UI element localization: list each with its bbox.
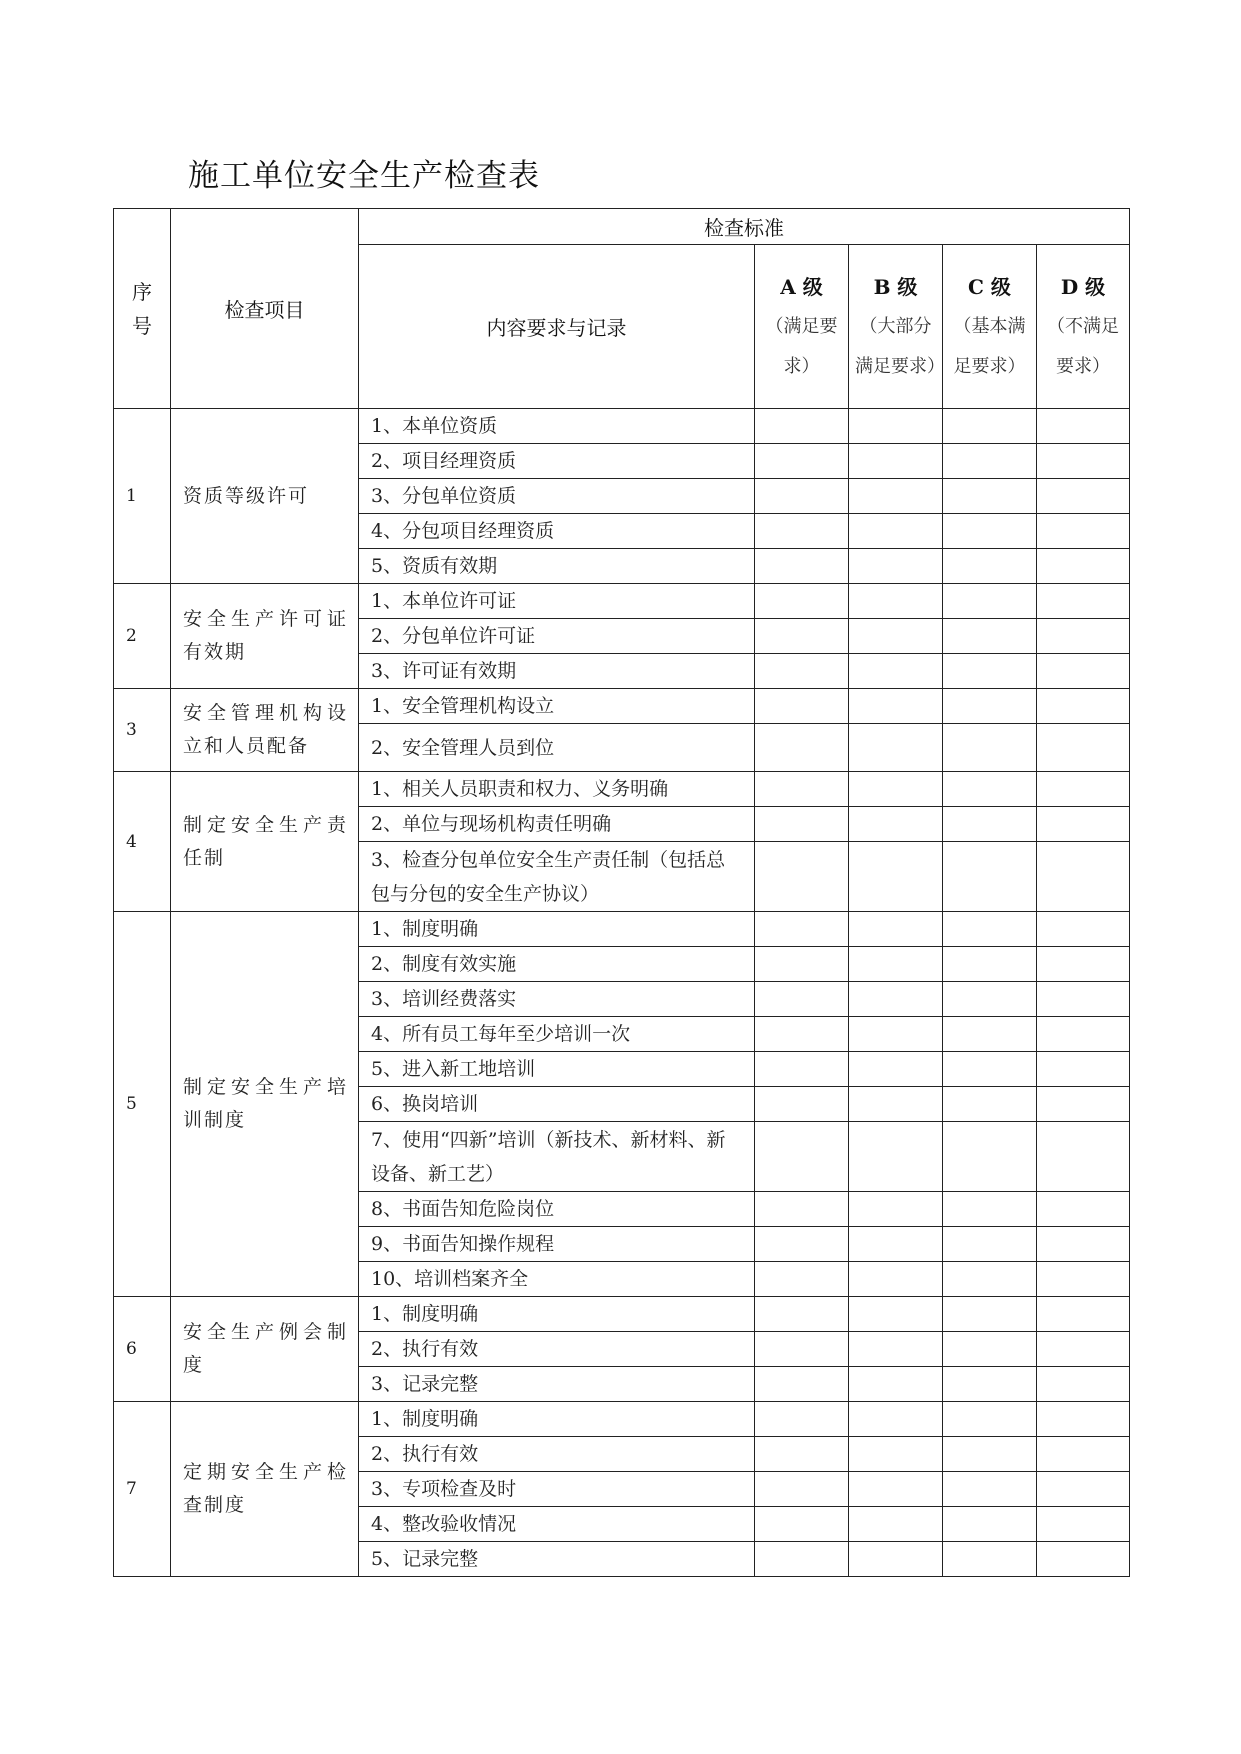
page-title: 施工单位安全生产检查表	[188, 158, 540, 194]
grade-d-cell[interactable]	[1037, 1017, 1130, 1052]
requirement-text: 4、分包项目经理资质	[359, 514, 755, 549]
grade-level: C 级	[968, 274, 1011, 299]
requirement-text: 4、所有员工每年至少培训一次	[359, 1017, 755, 1052]
requirement-text: 2、执行有效	[359, 1437, 755, 1472]
grade-d-cell[interactable]	[1037, 1542, 1130, 1577]
grade-b-cell[interactable]	[849, 982, 943, 1017]
grade-d-cell[interactable]	[1037, 1087, 1130, 1122]
grade-b-cell[interactable]	[849, 842, 943, 912]
row-seq-number: 5	[114, 912, 171, 1297]
grade-d-cell[interactable]	[1037, 724, 1130, 772]
requirement-text: 8、书面告知危险岗位	[359, 1192, 755, 1227]
grade-a-cell[interactable]	[755, 1437, 849, 1472]
requirement-text: 5、进入新工地培训	[359, 1052, 755, 1087]
grade-c-cell[interactable]	[943, 772, 1037, 807]
grade-d-cell[interactable]	[1037, 1122, 1130, 1192]
grade-c-cell[interactable]	[943, 1192, 1037, 1227]
table-row	[114, 772, 1130, 807]
requirement-text: 4、整改验收情况	[359, 1507, 755, 1542]
grade-a-cell[interactable]	[755, 619, 849, 654]
header-grade-a	[755, 245, 849, 409]
grade-b-cell[interactable]	[849, 444, 943, 479]
grade-c-cell[interactable]	[943, 479, 1037, 514]
grade-b-cell[interactable]	[849, 724, 943, 772]
grade-d-cell[interactable]	[1037, 444, 1130, 479]
grade-d-cell[interactable]	[1037, 689, 1130, 724]
grade-d-cell[interactable]	[1037, 1052, 1130, 1087]
grade-a-cell[interactable]	[755, 1402, 849, 1437]
grade-c-cell[interactable]	[943, 842, 1037, 912]
requirement-text: 3、培训经费落实	[359, 982, 755, 1017]
grade-description: （满足要求）	[765, 315, 838, 377]
grade-b-cell[interactable]	[849, 549, 943, 584]
grade-a-cell[interactable]	[755, 1332, 849, 1367]
grade-d-cell[interactable]	[1037, 654, 1130, 689]
grade-level: B 级	[873, 274, 918, 299]
grade-b-cell[interactable]	[849, 1122, 943, 1192]
grade-c-cell[interactable]	[943, 947, 1037, 982]
requirement-text: 1、本单位资质	[359, 409, 755, 444]
grade-d-cell[interactable]	[1037, 1472, 1130, 1507]
grade-b-cell[interactable]	[849, 1437, 943, 1472]
grade-b-cell[interactable]	[849, 772, 943, 807]
inspection-table	[113, 208, 1130, 1577]
grade-c-cell[interactable]	[943, 1332, 1037, 1367]
grade-d-cell[interactable]	[1037, 549, 1130, 584]
requirement-text: 3、检查分包单位安全生产责任制（包括总包与分包的安全生产协议）	[359, 842, 755, 912]
grade-b-cell[interactable]	[849, 1227, 943, 1262]
grade-d-cell[interactable]	[1037, 409, 1130, 444]
grade-c-cell[interactable]	[943, 1507, 1037, 1542]
grade-c-cell[interactable]	[943, 1437, 1037, 1472]
grade-a-cell[interactable]	[755, 1507, 849, 1542]
grade-d-cell[interactable]	[1037, 1437, 1130, 1472]
grade-b-cell[interactable]	[849, 1332, 943, 1367]
grade-c-cell[interactable]	[943, 1542, 1037, 1577]
header-seq	[114, 209, 171, 409]
grade-a-cell[interactable]	[755, 444, 849, 479]
grade-a-cell[interactable]	[755, 1367, 849, 1402]
table-row	[114, 409, 1130, 444]
grade-b-cell[interactable]	[849, 479, 943, 514]
header-seq-label: 序号	[132, 279, 152, 338]
table-row	[114, 689, 1130, 724]
row-seq-number: 6	[114, 1297, 171, 1402]
inspection-item: 安全管理机构设立和人员配备	[171, 689, 359, 772]
grade-a-cell[interactable]	[755, 1087, 849, 1122]
grade-d-cell[interactable]	[1037, 619, 1130, 654]
grade-c-cell[interactable]	[943, 409, 1037, 444]
grade-a-cell[interactable]	[755, 1017, 849, 1052]
requirement-text: 7、使用“四新”培训（新技术、新材料、新设备、新工艺）	[359, 1122, 755, 1192]
grade-c-cell[interactable]	[943, 1227, 1037, 1262]
grade-a-cell[interactable]	[755, 1542, 849, 1577]
requirement-text: 5、资质有效期	[359, 549, 755, 584]
inspection-item: 安全生产例会制度	[171, 1297, 359, 1402]
row-seq-number: 7	[114, 1402, 171, 1577]
grade-c-cell[interactable]	[943, 1087, 1037, 1122]
row-seq-number: 3	[114, 689, 171, 772]
grade-c-cell[interactable]	[943, 689, 1037, 724]
grade-d-cell[interactable]	[1037, 842, 1130, 912]
grade-c-cell[interactable]	[943, 912, 1037, 947]
grade-b-cell[interactable]	[849, 654, 943, 689]
requirement-text: 3、专项检查及时	[359, 1472, 755, 1507]
requirement-text: 6、换岗培训	[359, 1087, 755, 1122]
grade-a-cell[interactable]	[755, 982, 849, 1017]
grade-c-cell[interactable]	[943, 1017, 1037, 1052]
grade-c-cell[interactable]	[943, 619, 1037, 654]
grade-c-cell[interactable]	[943, 1052, 1037, 1087]
grade-d-cell[interactable]	[1037, 1297, 1130, 1332]
grade-d-cell[interactable]	[1037, 1192, 1130, 1227]
grade-b-cell[interactable]	[849, 409, 943, 444]
grade-b-cell[interactable]	[849, 514, 943, 549]
table-row	[114, 1297, 1130, 1332]
table-row	[114, 1402, 1130, 1437]
grade-a-cell[interactable]	[755, 1297, 849, 1332]
header-standard: 检查标准	[359, 209, 1130, 245]
grade-a-cell[interactable]	[755, 479, 849, 514]
grade-description: （不满足要求）	[1047, 315, 1120, 377]
grade-level: A 级	[780, 274, 823, 299]
header-grade-b	[849, 245, 943, 409]
requirement-text: 2、执行有效	[359, 1332, 755, 1367]
inspection-item: 制定安全生产培训制度	[171, 912, 359, 1297]
grade-b-cell[interactable]	[849, 1017, 943, 1052]
grade-b-cell[interactable]	[849, 912, 943, 947]
grade-d-cell[interactable]	[1037, 514, 1130, 549]
grade-b-cell[interactable]	[849, 947, 943, 982]
requirement-text: 1、相关人员职责和权力、义务明确	[359, 772, 755, 807]
grade-c-cell[interactable]	[943, 444, 1037, 479]
inspection-item: 定期安全生产检查制度	[171, 1402, 359, 1577]
grade-b-cell[interactable]	[849, 1472, 943, 1507]
grade-b-cell[interactable]	[849, 1542, 943, 1577]
grade-d-cell[interactable]	[1037, 807, 1130, 842]
inspection-item: 安全生产许可证有效期	[171, 584, 359, 689]
grade-c-cell[interactable]	[943, 654, 1037, 689]
grade-b-cell[interactable]	[849, 1402, 943, 1437]
grade-d-cell[interactable]	[1037, 1507, 1130, 1542]
grade-a-cell[interactable]	[755, 807, 849, 842]
requirement-text: 3、记录完整	[359, 1367, 755, 1402]
grade-a-cell[interactable]	[755, 689, 849, 724]
header-grade-c	[943, 245, 1037, 409]
requirement-text: 9、书面告知操作规程	[359, 1227, 755, 1262]
grade-description: （大部分满足要求）	[855, 315, 945, 377]
requirement-text: 10、培训档案齐全	[359, 1262, 755, 1297]
requirement-text: 2、单位与现场机构责任明确	[359, 807, 755, 842]
grade-a-cell[interactable]	[755, 947, 849, 982]
header-content: 内容要求与记录	[359, 245, 755, 409]
requirement-text: 1、制度明确	[359, 1402, 755, 1437]
requirement-text: 2、制度有效实施	[359, 947, 755, 982]
grade-d-cell[interactable]	[1037, 1262, 1130, 1297]
requirement-text: 2、项目经理资质	[359, 444, 755, 479]
grade-level: D 级	[1060, 274, 1106, 299]
grade-d-cell[interactable]	[1037, 584, 1130, 619]
grade-a-cell[interactable]	[755, 1262, 849, 1297]
grade-b-cell[interactable]	[849, 1192, 943, 1227]
grade-b-cell[interactable]	[849, 584, 943, 619]
grade-a-cell[interactable]	[755, 724, 849, 772]
grade-a-cell[interactable]	[755, 842, 849, 912]
requirement-text: 1、制度明确	[359, 1297, 755, 1332]
grade-c-cell[interactable]	[943, 1367, 1037, 1402]
requirement-text: 2、分包单位许可证	[359, 619, 755, 654]
requirement-text: 5、记录完整	[359, 1542, 755, 1577]
inspection-item: 制定安全生产责任制	[171, 772, 359, 912]
requirement-text: 1、本单位许可证	[359, 584, 755, 619]
grade-d-cell[interactable]	[1037, 1227, 1130, 1262]
inspection-item: 资质等级许可	[171, 409, 359, 584]
grade-d-cell[interactable]	[1037, 912, 1130, 947]
grade-d-cell[interactable]	[1037, 1402, 1130, 1437]
grade-a-cell[interactable]	[755, 549, 849, 584]
row-seq-number: 4	[114, 772, 171, 912]
grade-a-cell[interactable]	[755, 514, 849, 549]
grade-a-cell[interactable]	[755, 772, 849, 807]
grade-d-cell[interactable]	[1037, 1332, 1130, 1367]
grade-b-cell[interactable]	[849, 1087, 943, 1122]
requirement-text: 1、安全管理机构设立	[359, 689, 755, 724]
grade-c-cell[interactable]	[943, 1297, 1037, 1332]
grade-c-cell[interactable]	[943, 1402, 1037, 1437]
table-body	[114, 409, 1130, 1577]
grade-d-cell[interactable]	[1037, 982, 1130, 1017]
header-item: 检查项目	[171, 209, 359, 409]
grade-b-cell[interactable]	[849, 807, 943, 842]
grade-a-cell[interactable]	[755, 1052, 849, 1087]
grade-c-cell[interactable]	[943, 1472, 1037, 1507]
grade-description: （基本满足要求）	[953, 315, 1026, 377]
grade-a-cell[interactable]	[755, 654, 849, 689]
grade-a-cell[interactable]	[755, 1192, 849, 1227]
grade-a-cell[interactable]	[755, 912, 849, 947]
grade-c-cell[interactable]	[943, 982, 1037, 1017]
row-seq-number: 2	[114, 584, 171, 689]
requirement-text: 3、许可证有效期	[359, 654, 755, 689]
row-seq-number: 1	[114, 409, 171, 584]
grade-c-cell[interactable]	[943, 1262, 1037, 1297]
table-row	[114, 912, 1130, 947]
grade-d-cell[interactable]	[1037, 479, 1130, 514]
grade-c-cell[interactable]	[943, 1122, 1037, 1192]
header-grade-d	[1037, 245, 1130, 409]
requirement-text: 1、制度明确	[359, 912, 755, 947]
grade-d-cell[interactable]	[1037, 1367, 1130, 1402]
grade-c-cell[interactable]	[943, 724, 1037, 772]
grade-a-cell[interactable]	[755, 1122, 849, 1192]
grade-c-cell[interactable]	[943, 514, 1037, 549]
grade-c-cell[interactable]	[943, 807, 1037, 842]
requirement-text: 2、安全管理人员到位	[359, 724, 755, 772]
grade-b-cell[interactable]	[849, 689, 943, 724]
grade-a-cell[interactable]	[755, 1227, 849, 1262]
grade-b-cell[interactable]	[849, 1297, 943, 1332]
grade-c-cell[interactable]	[943, 584, 1037, 619]
grade-b-cell[interactable]	[849, 1262, 943, 1297]
grade-d-cell[interactable]	[1037, 947, 1130, 982]
grade-a-cell[interactable]	[755, 1472, 849, 1507]
table-row	[114, 584, 1130, 619]
grade-b-cell[interactable]	[849, 1052, 943, 1087]
grade-a-cell[interactable]	[755, 409, 849, 444]
grade-a-cell[interactable]	[755, 584, 849, 619]
requirement-text: 3、分包单位资质	[359, 479, 755, 514]
grade-b-cell[interactable]	[849, 1367, 943, 1402]
grade-d-cell[interactable]	[1037, 772, 1130, 807]
grade-c-cell[interactable]	[943, 549, 1037, 584]
grade-b-cell[interactable]	[849, 1507, 943, 1542]
grade-b-cell[interactable]	[849, 619, 943, 654]
